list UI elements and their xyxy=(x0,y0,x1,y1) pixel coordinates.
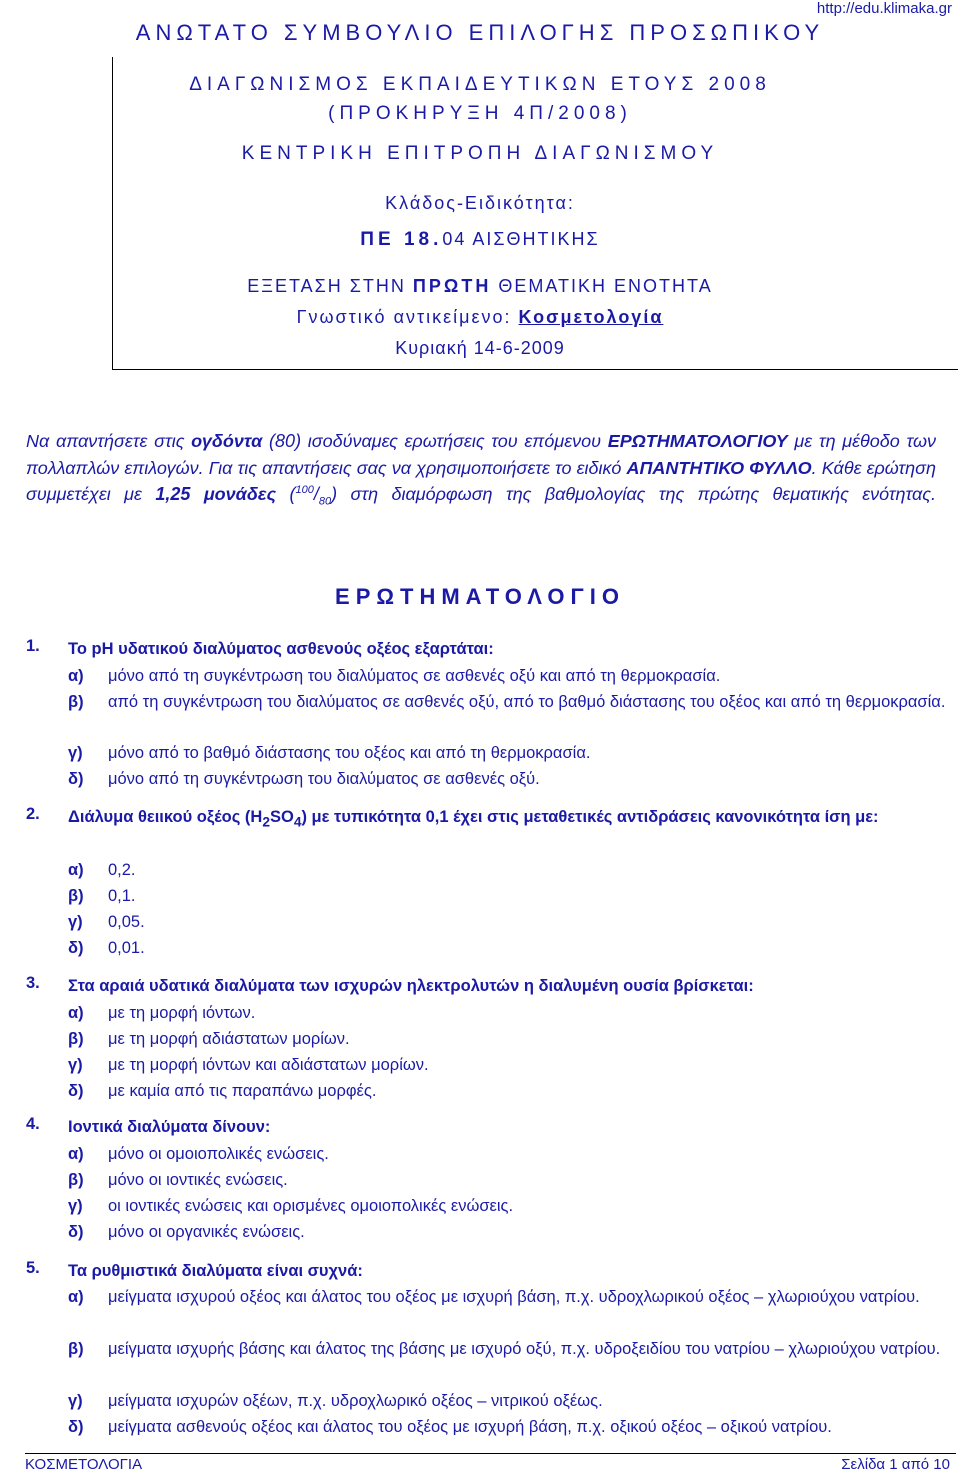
option-b[interactable]: β) μείγματα ισχυρής βάσης και άλατος της βάσης με ισχυρό οξύ, π.χ. υδροξειδίου του νατρίου – χλωριούχου νατρίου. xyxy=(68,1340,941,1358)
announcement-line: (ΠΡΟΚΗΡΥΞΗ 4Π/2008) xyxy=(328,103,632,124)
footer-divider xyxy=(25,1453,956,1454)
option-d[interactable]: δ) μόνο οι οργανικές ενώσεις. xyxy=(68,1223,305,1241)
option-b[interactable]: β) μόνο οι ιοντικές ενώσεις. xyxy=(68,1171,288,1189)
branch-line xyxy=(0,229,960,251)
instructions-paragraph: Να απαντήσετε στις ογδόντα (80) ισοδύναμες ερωτήσεις του επόμενου ΕΡΩΤΗΜΑΤΟΛΟΓΙΟΥ με τη μέθοδο των πολλαπλών επιλογών. Για τις απαντήσεις σας να χρησιμοποιήσετε το ειδικό ΑΠΑΝΤΗΤΙΚΟ ΦΥΛΛΟ. Κάθε ερώτηση συμμετέχει με 1,25 μονάδες $(^{100}/_{80})$ στη διαμόρφωση της βαθμολογίας της πρώτης θεματικής ενότητας. xyxy=(26,431,937,508)
question-text: Στα αραιά υδατικά διαλύματα των ισχυρών ηλεκτρολυτών η διαλυμένη ουσία βρίσκεται: xyxy=(68,977,754,995)
question-number: 3. xyxy=(26,974,40,992)
subject-line xyxy=(0,307,960,328)
option-d[interactable]: δ) με καμία από τις παραπάνω μορφές. xyxy=(68,1082,377,1100)
option-b[interactable]: β) 0,1. xyxy=(68,887,136,905)
source-url[interactable]: http://edu.klimaka.gr xyxy=(816,0,952,17)
branch-code: ΠΕ 18. xyxy=(360,229,443,250)
footer-subject: ΚΟΣΜΕΤΟΛΟΓΙΑ xyxy=(25,1456,143,1473)
option-c[interactable]: γ) με τη μορφή ιόντων και αδιάστατων μορίων. xyxy=(68,1056,429,1074)
question-text: Ιοντικά διαλύματα δίνουν: xyxy=(68,1118,271,1136)
option-d[interactable]: δ) 0,01. xyxy=(68,939,145,957)
option-a[interactable]: α) μόνο από τη συγκέντρωση του διαλύματος σε ασθενές οξύ και από τη θερμοκρασία. xyxy=(68,667,721,685)
question-text: Το pH υδατικού διαλύματος ασθενούς οξέος εξαρτάται: xyxy=(68,640,494,658)
intro-emph-questionnaire: ΕΡΩΤΗΜΑΤΟΛΟΓΙΟΥ xyxy=(607,431,788,451)
option-c[interactable]: γ) μείγματα ισχυρών οξέων, π.χ. υδροχλωρικό οξέος – νιτρικού οξέως. xyxy=(68,1392,603,1410)
question-number: 4. xyxy=(26,1115,40,1133)
option-a[interactable]: α) με τη μορφή ιόντων. xyxy=(68,1004,256,1022)
exam-emphasis: ΠΡΩΤΗ xyxy=(412,276,492,296)
competition-title: ΔΙΑΓΩΝΙΣΜΟΣ ΕΚΠΑΙΔΕΥΤΙΚΩΝ ΕΤΟΥΣ 2008 xyxy=(189,74,771,95)
subject-name: Κοσμετολογία xyxy=(518,307,664,327)
exam-date: Κυριακή 14-6-2009 xyxy=(395,338,565,358)
option-a[interactable]: α) 0,2. xyxy=(68,861,136,879)
branch-label: Κλάδος-Ειδικότητα: xyxy=(385,193,575,213)
branch-name: 04 ΑΙΣΘΗΤΙΚΗΣ xyxy=(442,229,600,249)
question-text: Διάλυμα θειικού οξέος $(H_2SO_4)$ με τυπικότητα 0,1 έχει στις μεταθετικές αντιδράσεις κανονικότητα ίση με: xyxy=(68,808,879,830)
exam-prefix: ΕΞΕΤΑΣΗ ΣΤΗΝ xyxy=(247,276,406,296)
option-d[interactable]: δ) μόνο από τη συγκέντρωση του διαλύματος σε ασθενές οξύ. xyxy=(68,770,540,788)
option-a[interactable]: α) μόνο οι ομοιοπολικές ενώσεις. xyxy=(68,1145,329,1163)
question-number: 5. xyxy=(26,1259,40,1277)
footer-page-number: Σελίδα 1 από 10 xyxy=(841,1456,950,1473)
option-c[interactable]: γ) μόνο από το βαθμό διάστασης του οξέος και από τη θερμοκρασία. xyxy=(68,744,591,762)
option-a[interactable]: α) μείγματα ισχυρού οξέος και άλατος του οξέος με ισχυρή βάση, π.χ. υδροχλωρικού οξέος – χλωριούχου νατρίου. xyxy=(68,1288,920,1306)
exam-line xyxy=(0,276,960,297)
option-d[interactable]: δ) μείγματα ασθενούς οξέος και άλατος του οξέος με ισχυρή βάση, π.χ. οξικού οξέος – οξικού νατρίου. xyxy=(68,1418,832,1436)
questionnaire-title: ΕΡΩΤΗΜΑΤΟΛΟΓΙΟ xyxy=(335,584,625,609)
organization-title: ΑΝΩΤΑΤΟ ΣΥΜΒΟΥΛΙΟ ΕΠΙΛΟΓΗΣ ΠΡΟΣΩΠΙΚΟΥ xyxy=(135,20,825,45)
question-number: 2. xyxy=(26,805,40,823)
option-b[interactable]: β) από τη συγκέντρωση του διαλύματος σε ασθενές οξύ, από το βαθμό διάστασης του οξέος και από τη θερμοκρασία. xyxy=(68,693,946,711)
intro-emph-points: 1,25 μονάδες xyxy=(155,484,277,504)
option-c[interactable]: γ) οι ιοντικές ενώσεις και ορισμένες ομοιοπολικές ενώσεις. xyxy=(68,1197,514,1215)
subject-label: Γνωστικό αντικείμενο: xyxy=(296,307,512,327)
question-text: Τα ρυθμιστικά διαλύματα είναι συχνά: xyxy=(68,1262,363,1280)
question-number: 1. xyxy=(26,637,40,655)
intro-emph-count: ογδόντα xyxy=(191,431,263,451)
exam-suffix: ΘΕΜΑΤΙΚΗ ΕΝΟΤΗΤΑ xyxy=(498,276,713,296)
intro-emph-answer-sheet: ΑΠΑΝΤΗΤΙΚΟ ΦΥΛΛΟ xyxy=(626,457,812,478)
committee-line: ΚΕΝΤΡΙΚΗ ΕΠΙΤΡΟΠΗ ΔΙΑΓΩΝΙΣΜΟΥ xyxy=(241,143,719,164)
option-b[interactable]: β) με τη μορφή αδιάστατων μορίων. xyxy=(68,1030,350,1048)
option-c[interactable]: γ) 0,05. xyxy=(68,913,145,931)
